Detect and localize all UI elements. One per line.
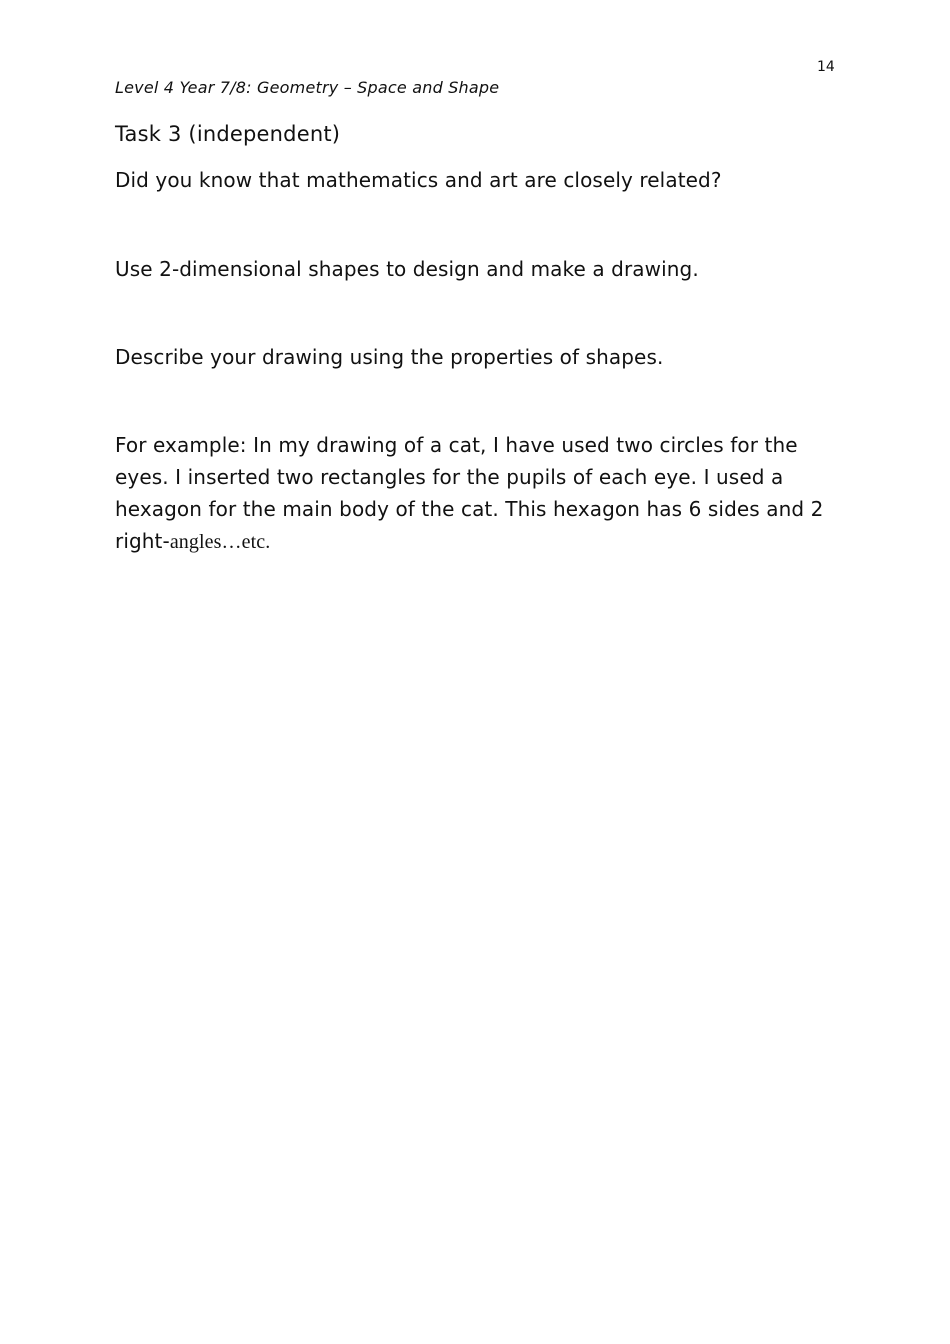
example-tail: angles…etc. [169,531,271,553]
example-paragraph [115,429,835,558]
instruction-design: Use 2-dimensional shapes to design and make a drawing. [115,257,699,281]
intro-question: Did you know that mathematics and art are closely related? [115,168,722,192]
document-header: Level 4 Year 7/8: Geometry – Space and Shape [115,78,500,97]
task-title: Task 3 (independent) [115,122,341,146]
example-text: For example: In my drawing of a cat, I have used two circles for the eyes. I inserted two rectangles for the pupils of each eye. I used a hexagon for the main body of the cat. This hexagon has 6 sides and 2 right- [115,433,824,553]
page-number: 14 [817,59,835,75]
instruction-describe: Describe your drawing using the properties of shapes. [115,345,664,369]
